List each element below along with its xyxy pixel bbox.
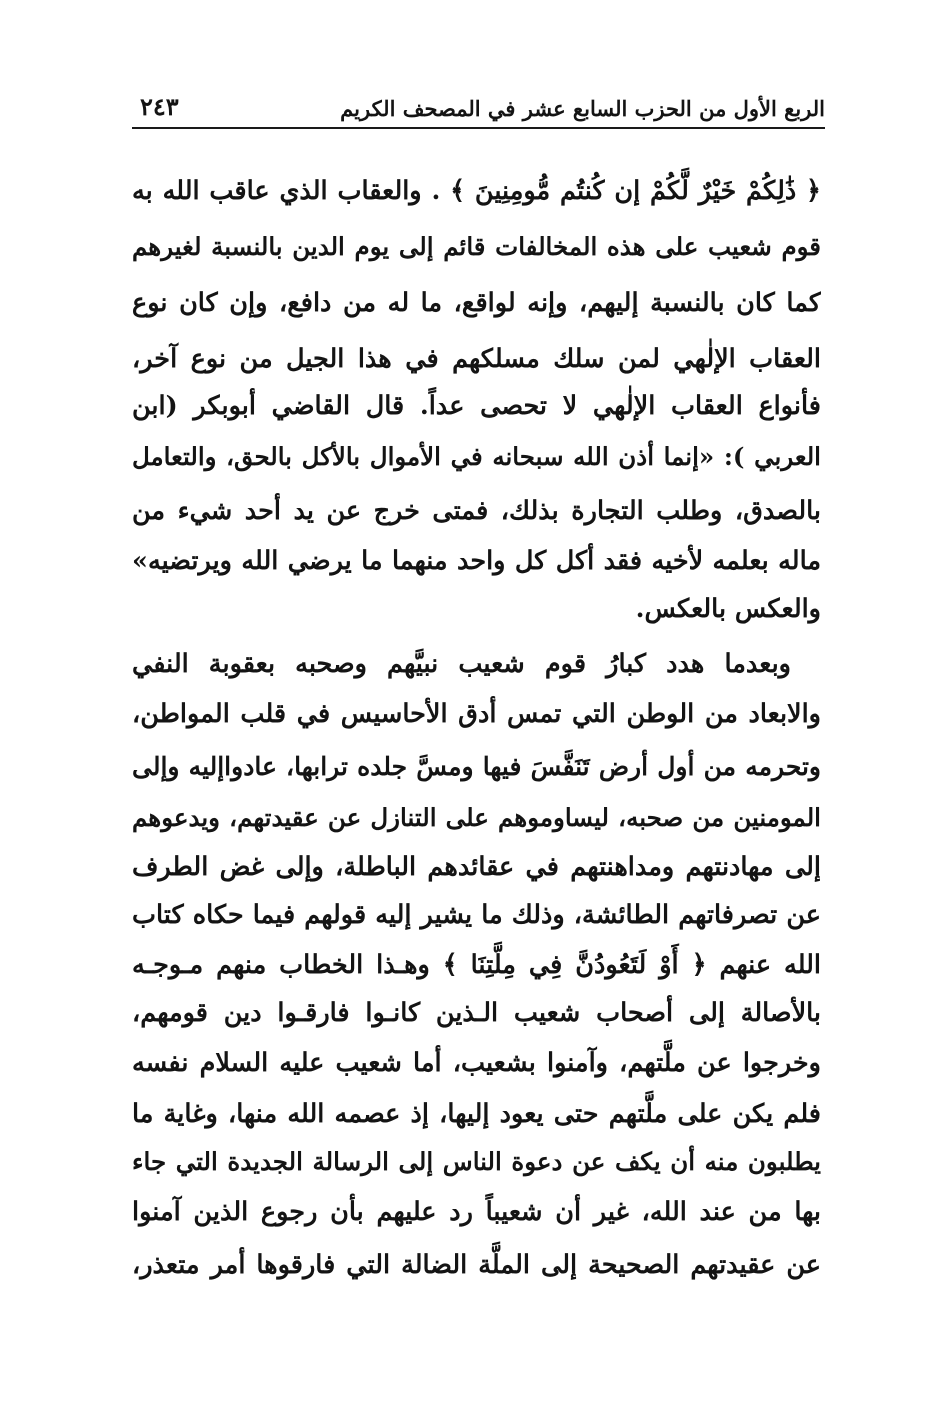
- text-line: ﴿ ذَٰلِكُمْ خَيْرٌ لَّكُمْ إن كُنتُم مُّومِنِينَ ﴾ . والعقاب الذي عاقب الله به: [132, 176, 821, 206]
- text-line: المومنين من صحبه، ليساوموهم على التنازل عن عقيدتهم، ويدعوهم: [132, 803, 821, 832]
- text-line: وخرجوا عن ملَّتهم، وآمنوا بشعيب، أما شعيب عليه السلام نفسه: [132, 1048, 821, 1078]
- text-line: عن تصرفاتهم الطائشة، وذلك ما يشير إليه قولهم فيما حكاه كتاب: [132, 900, 821, 930]
- running-header-title: الربع الأول من الحزب السابع عشر في المصحف الكريم: [340, 96, 825, 121]
- text-line: إلى مهادنتهم ومداهنتهم في عقائدهم الباطلة، وإلى غض الطرف: [132, 852, 821, 882]
- text-line: والعكس بالعكس.: [635, 594, 821, 624]
- text-line: يطلبون منه أن يكف عن دعوة الناس إلى الرسالة الجديدة التي جاء: [132, 1147, 821, 1176]
- text-line: بها من عند الله، غير أن شعيباً رد عليهم بأن رجوع الذين آمنوا: [132, 1197, 821, 1227]
- text-line: بالأصالة إلى أصحاب شعيب الـذين كانـوا فارقـوا دين قومهم،: [132, 998, 821, 1028]
- text-line: وبعدما هدد كبارُ قوم شعيب نبيَّهم وصحبه بعقوبة النفي: [132, 649, 791, 679]
- text-line: فلم يكن على ملَّتهم حتى يعود إليها، إذ عصمه الله منها، وغاية ما: [132, 1099, 821, 1129]
- text-line: فأنواع العقاب الإلٰهي لا تحصى عداً. قال القاضي أبوبكر (ابن: [132, 391, 821, 421]
- text-line: عن عقيدتهم الصحيحة إلى الملَّة الضالة التي فارقوها أمر متعذر،: [132, 1250, 821, 1280]
- page-number: ٢٤٣: [140, 92, 179, 121]
- text-line: العربي ): «إنما أذن الله سبحانه في الأموال بالأكل بالحق، والتعامل: [132, 442, 821, 471]
- text-line: والابعاد من الوطن التي تمس أدق الأحاسيس في قلب المواطن،: [132, 699, 821, 729]
- text-line: وتحرمه من أول أرض تَنَفَّسَ فيها ومسَّ جلده ترابها، عادواإليه وإلى: [132, 752, 821, 781]
- text-line: العقاب الإلٰهي لمن سلك مسلكهم في هذا الجيل من نوع آخر،: [132, 344, 821, 374]
- running-header: [132, 92, 825, 126]
- text-line: بالصدق، وطلب التجارة بذلك، فمتى خرج عن يد أحد شيء من: [132, 496, 821, 526]
- text-line: كما كان بالنسبة إليهم، وإنه لواقع، ما له من دافع، وإن كان نوع: [132, 288, 821, 318]
- text-line: قوم شعيب على هذه المخالفات قائم إلى يوم الدين بالنسبة لغيرهم: [132, 232, 821, 261]
- text-line: الله عنهم ﴿ أَوْ لَتَعُودُنَّ فِي مِلَّتِنَا ﴾ وهـذا الخطاب منهم مـوجـه: [132, 950, 821, 980]
- text-line: ماله بعلمه لأخيه فقد أكل كل واحد منهما ما يرضي الله ويرتضيه»: [132, 546, 821, 576]
- header-rule: [132, 127, 825, 129]
